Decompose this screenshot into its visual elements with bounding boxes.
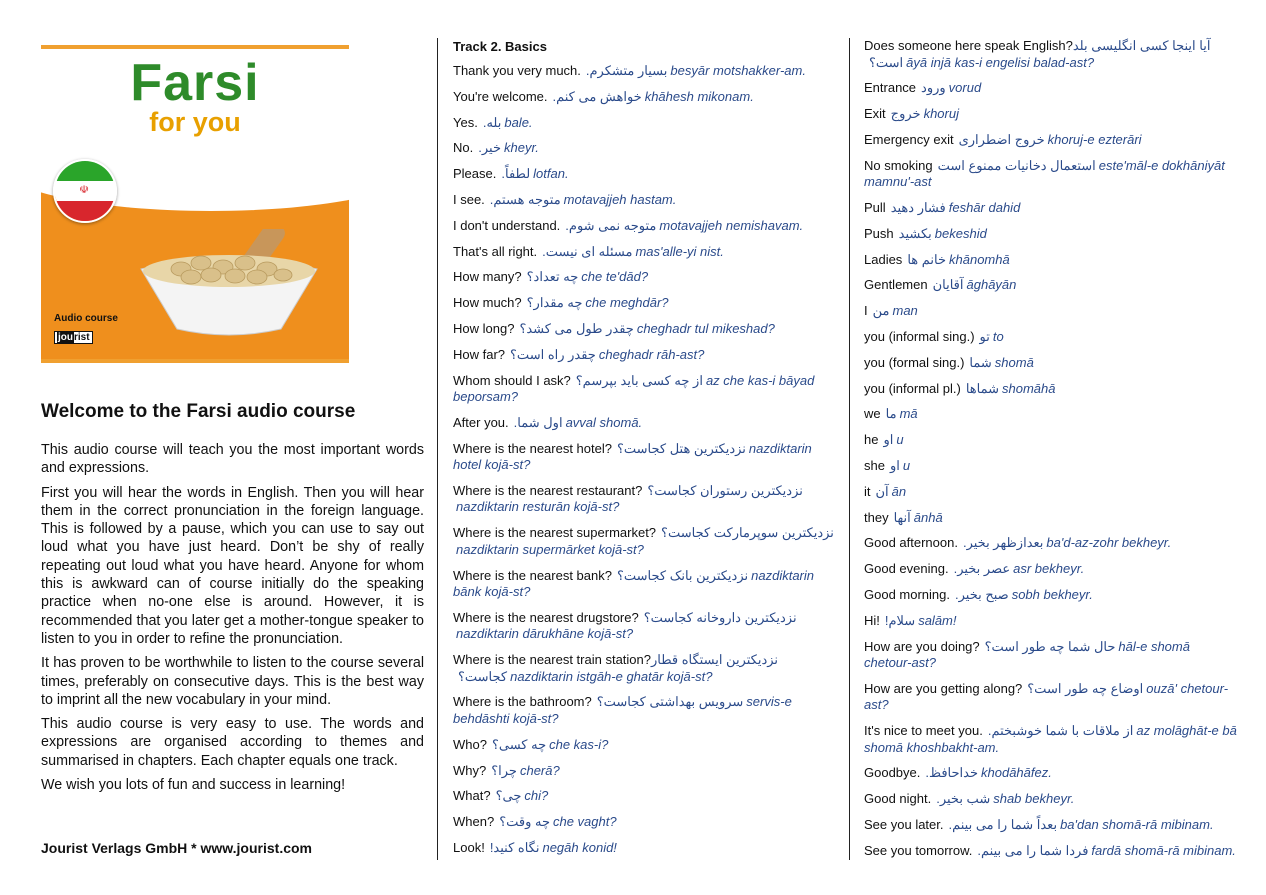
phrase-transliteration: che kas-i? <box>549 736 609 752</box>
phrase-transliteration: avval shomā. <box>565 414 643 430</box>
phrase-farsi: خداحافظ. <box>925 765 979 781</box>
phrase-entry <box>864 406 1241 423</box>
phrase-transliteration: khānomhā <box>949 251 1010 267</box>
phrase-entry <box>453 63 835 80</box>
phrase-english: How are you getting along? <box>864 680 1023 696</box>
phrase-transliteration: vorud <box>948 80 982 96</box>
phrase-transliteration: motavajjeh hastam. <box>563 191 677 207</box>
phrase-entry <box>864 80 1241 97</box>
phrase-farsi: من <box>872 303 890 319</box>
phrase-transliteration: shomā <box>994 354 1034 370</box>
phrase-farsi: چه وقت؟ <box>499 814 550 830</box>
phrase-entry <box>864 561 1241 578</box>
phrase-transliteration: cherā? <box>519 762 560 778</box>
phrase-farsi: از ملاقات با شما خوشبختم. <box>987 723 1134 739</box>
phrase-farsi: سلام! <box>884 612 916 628</box>
phrase-entry <box>453 192 835 209</box>
phrase-english: Look! <box>453 839 485 855</box>
phrase-entry <box>453 115 835 132</box>
phrase-english: Good evening. <box>864 561 949 577</box>
phrase-entry <box>453 244 835 261</box>
intro-paragraph: We wish you lots of fun and success in learning! <box>41 777 346 794</box>
phrase-entry <box>864 132 1241 149</box>
pistachio-bowl-icon <box>131 229 327 339</box>
phrase-entry <box>453 763 835 780</box>
phrase-farsi: بعدازظهر بخیر. <box>962 535 1044 551</box>
phrase-english: Pull <box>864 199 886 215</box>
phrase-farsi: تو <box>979 328 990 344</box>
intro-paragraph: This audio course is very easy to use. The words and expressions are organised according to themes and summarised in chapters. Each chapter equals one track. <box>41 716 424 769</box>
phrase-transliteration: cheghadr tul mikeshad? <box>636 320 775 336</box>
phrase-english: What? <box>453 788 491 804</box>
phrase-transliteration: khoruj-e ezterāri <box>1047 131 1142 147</box>
iran-flag-icon: ☫ <box>53 159 117 223</box>
phrase-transliteration: servis-e behdāshti kojā-st? <box>453 694 792 726</box>
phrase-entry <box>864 613 1241 630</box>
phrase-farsi: آن <box>875 483 889 499</box>
phrase-entry <box>864 723 1241 756</box>
phrase-english: Where is the bathroom? <box>453 694 592 710</box>
phrase-english: See you later. <box>864 817 944 833</box>
phrase-english: Emergency exit <box>864 131 954 147</box>
phrase-transliteration: chi? <box>524 788 549 804</box>
phrase-farsi: چقدر طول می کشد؟ <box>519 320 634 336</box>
phrase-transliteration: che meghdār? <box>585 295 669 311</box>
phrase-transliteration: kheyr. <box>503 140 539 156</box>
phrase-transliteration: ba'd-az-zohr bekheyr. <box>1046 535 1172 551</box>
phrase-entry <box>453 166 835 183</box>
phrase-english: Entrance <box>864 80 917 96</box>
phrase-transliteration: besyār motshakker-am. <box>670 63 806 78</box>
phrase-english: Exit <box>864 106 886 122</box>
phrase-english: Why? <box>453 762 487 778</box>
phrase-entry <box>864 791 1241 808</box>
phrase-entry <box>864 252 1241 269</box>
phrase-transliteration: nazdiktarin resturān kojā-st? <box>456 499 620 515</box>
phrase-transliteration: che vaght? <box>552 814 617 830</box>
phrase-english: Who? <box>453 736 487 752</box>
intro-paragraph: This audio course will teach you the most important words and expressions. <box>41 442 424 477</box>
phrase-transliteration: az che kas-i bāyad beporsam? <box>453 372 815 405</box>
phrase-transliteration: man <box>892 303 918 319</box>
jourist-logo: jourist <box>54 331 93 344</box>
phrase-transliteration: ānhā <box>913 509 943 525</box>
phrase-entry <box>864 681 1241 714</box>
phrase-english: After you. <box>453 414 509 430</box>
intro-paragraph: First you will hear the words in English. Then you will hear them in the correct pronunciation in the foreign language. This is followed by a pause, which you can use to say out loud what you have just heard. Don’t be shy of really repeating out loud what you have heard. Anyone for whom this is awkward can of course initially do the speaking practice when no-one else is around. However, it is recommended that you later get a mother-tongue speaker to listen to you in order to refine the pronunciation. <box>41 484 424 647</box>
phrase-transliteration: bekeshid <box>934 225 987 241</box>
phrase-entry <box>864 381 1241 398</box>
phrase-english: Where is the nearest train station? <box>453 652 651 668</box>
phrase-english: you (informal pl.) <box>864 380 961 396</box>
phrase-farsi: فردا شما را می بینم. <box>977 842 1089 858</box>
phrase-entry <box>453 652 835 685</box>
phrase-farsi: صبح بخیر. <box>955 586 1009 602</box>
phrase-entry <box>864 355 1241 372</box>
phrase-transliteration: shomāhā <box>1002 380 1056 396</box>
phrase-transliteration: nazdiktarin bānk kojā-st? <box>453 567 815 600</box>
phrase-english: It's nice to meet you. <box>864 723 983 739</box>
phrase-farsi: از چه کسی باید بپرسم؟ <box>575 372 703 388</box>
phrase-list <box>453 63 835 856</box>
phrase-farsi: خروج اضطراری <box>958 131 1045 147</box>
phrase-entry <box>453 814 835 831</box>
course-cover-image <box>41 45 349 363</box>
phrase-entry <box>453 347 835 364</box>
phrase-english: That's all right. <box>453 243 538 259</box>
phrase-farsi: نزدیکترین رستوران کجاست؟ <box>647 482 803 498</box>
phrase-farsi: خروج <box>890 106 921 122</box>
phrase-farsi: ما <box>885 406 897 422</box>
phrase-english: Good afternoon. <box>864 535 958 551</box>
phrase-entry <box>864 765 1241 782</box>
phrase-english: See you tomorrow. <box>864 842 973 858</box>
phrase-list <box>864 38 1241 859</box>
phrase-farsi: نگاه کنید! <box>489 839 540 855</box>
phrase-english: You're welcome. <box>453 88 548 104</box>
phrase-transliteration: nazdiktarin supermārket kojā-st? <box>456 541 644 557</box>
phrase-farsi: بعداً شما را می بینم. <box>948 817 1058 833</box>
phrase-english: How long? <box>453 320 515 336</box>
intro-column <box>41 38 424 800</box>
phrase-english: Where is the nearest restaurant? <box>453 482 643 498</box>
phrases-column-3 <box>849 38 1241 860</box>
phrase-farsi: خیر. <box>478 140 501 156</box>
phrase-english: I don't understand. <box>453 217 561 233</box>
phrase-entry <box>453 321 835 338</box>
phrase-farsi: استعمال دخانیات ممنوع است <box>937 157 1096 173</box>
phrase-english: How many? <box>453 269 522 285</box>
phrase-entry <box>453 694 835 727</box>
phrase-farsi: چه تعداد؟ <box>526 269 579 285</box>
phrase-transliteration: ba'dan shomā-rā mibinam. <box>1060 817 1214 833</box>
phrase-english: Thank you very much. <box>453 63 581 78</box>
cover-subtitle: for you <box>149 107 241 137</box>
phrase-entry <box>864 432 1241 449</box>
phrase-farsi: اول شما. <box>513 414 563 430</box>
intro-heading: Welcome to the Farsi audio course <box>41 401 356 422</box>
phrase-transliteration: bale. <box>504 114 533 130</box>
phrase-entry <box>453 415 835 432</box>
phrase-entry <box>864 535 1241 552</box>
phrase-entry <box>453 269 835 286</box>
phrase-english: he <box>864 432 879 448</box>
phrase-transliteration: lotfan. <box>533 166 569 182</box>
phrase-farsi: شماها <box>965 380 999 396</box>
phrase-english: you (formal sing.) <box>864 354 965 370</box>
phrase-farsi: خواهش می کنم. <box>552 88 642 104</box>
phrase-transliteration: u <box>896 432 904 448</box>
phrase-transliteration: feshār dahid <box>948 199 1021 215</box>
phrase-entry <box>864 158 1241 191</box>
phrase-english: we <box>864 406 881 422</box>
phrase-english: When? <box>453 814 495 830</box>
phrase-english: No smoking <box>864 157 933 173</box>
cover-audio-label: Audio course <box>54 313 118 324</box>
phrase-english: Whom should I ask? <box>453 372 571 388</box>
phrase-english: Yes. <box>453 114 478 130</box>
phrase-transliteration: u <box>902 457 911 473</box>
phrase-entry <box>864 277 1241 294</box>
phrase-farsi: بله. <box>482 114 502 130</box>
phrase-entry <box>453 525 835 558</box>
phrase-farsi: خانم ها <box>907 251 947 267</box>
phrase-entry <box>453 295 835 312</box>
phrase-entry <box>453 788 835 805</box>
phrase-english: I <box>864 303 868 319</box>
phrase-transliteration: az molāghāt-e bā shomā khoshbakht-am. <box>864 723 1237 755</box>
phrase-transliteration: motavajjeh nemishavam. <box>659 217 804 233</box>
phrase-farsi: ورود <box>921 80 946 96</box>
phrase-entry <box>453 218 835 235</box>
phrase-farsi: مسئله ای نیست. <box>542 243 633 259</box>
phrase-entry <box>453 840 835 857</box>
phrase-english: How far? <box>453 346 506 362</box>
phrase-transliteration: fardā shomā-rā mibinam. <box>1091 842 1236 858</box>
phrase-english: it <box>864 483 871 499</box>
phrase-farsi: چرا؟ <box>491 762 517 778</box>
phrase-farsi: متوجه نمی شوم. <box>565 217 657 233</box>
phrase-farsi: آقایان <box>932 277 964 293</box>
phrase-entry <box>453 483 835 516</box>
phrase-transliteration: che te'dād? <box>581 269 649 285</box>
phrase-entry <box>453 373 835 406</box>
phrase-transliteration: negāh konid! <box>542 839 617 855</box>
phrase-english: Ladies <box>864 251 903 267</box>
phrase-farsi: او <box>889 457 900 473</box>
phrase-entry <box>864 303 1241 320</box>
phrase-entry <box>864 106 1241 123</box>
phrases-column-2 <box>437 38 835 860</box>
phrase-farsi: عصر بخیر. <box>953 561 1011 577</box>
phrase-transliteration: mas'alle-yi nist. <box>635 243 724 259</box>
phrase-english: Where is the nearest drugstore? <box>453 609 639 625</box>
phrase-transliteration: hāl-e shomā chetour-ast? <box>864 638 1190 671</box>
phrase-farsi: بکشید <box>898 225 932 241</box>
phrase-english: Push <box>864 225 894 241</box>
phrase-english: Where is the nearest supermarket? <box>453 525 657 541</box>
phrase-entry <box>864 226 1241 243</box>
phrase-transliteration: khoruj <box>923 106 959 122</box>
phrase-transliteration: sobh bekheyr. <box>1011 586 1093 602</box>
phrase-farsi: آنها <box>893 509 911 525</box>
phrase-english: Good night. <box>864 791 932 807</box>
phrase-english: Please. <box>453 166 497 182</box>
phrase-transliteration: nazdiktarin hotel kojā-st? <box>453 440 812 473</box>
phrase-entry <box>864 817 1241 834</box>
phrase-entry <box>864 458 1241 475</box>
phrase-entry <box>864 843 1241 860</box>
phrase-entry <box>453 737 835 754</box>
intro-paragraph: It has proven to be worthwhile to listen to the course several times, preferably on consecutive days. This is the best way to imprint all the new vocabulary in your mind. <box>41 655 424 708</box>
phrase-farsi: نزدیکترین هتل کجاست؟ <box>616 440 746 456</box>
phrase-farsi: او <box>883 432 894 448</box>
phrase-english: How much? <box>453 295 522 311</box>
phrase-transliteration: shab bekheyr. <box>993 791 1075 807</box>
phrase-entry <box>864 329 1241 346</box>
phrase-farsi: چقدر راه است؟ <box>510 346 596 362</box>
phrase-english: I see. <box>453 191 485 207</box>
phrase-entry <box>453 441 835 474</box>
phrase-transliteration: khodāhāfez. <box>981 765 1052 781</box>
phrase-entry <box>453 89 835 106</box>
phrase-english: How are you doing? <box>864 638 980 654</box>
phrase-transliteration: asr bekheyr. <box>1013 561 1085 577</box>
phrase-transliteration: este'māl-e dokhāniyāt mamnu'-ast <box>864 157 1225 190</box>
phrase-farsi: متوجه هستم. <box>489 191 561 207</box>
phrase-transliteration: nazdiktarin dārukhāne kojā-st? <box>456 626 634 642</box>
phrase-farsi: نزدیکترین سوپرمارکت کجاست؟ <box>661 525 834 541</box>
phrase-english: you (informal sing.) <box>864 328 975 344</box>
phrase-entry <box>864 38 1241 71</box>
phrase-english: Where is the nearest bank? <box>453 567 612 583</box>
phrase-farsi: نزدیکترین داروخانه کجاست؟ <box>643 609 797 625</box>
phrase-farsi: حال شما چه طور است؟ <box>984 638 1116 654</box>
phrase-english: Goodbye. <box>864 765 921 781</box>
phrase-english: Good morning. <box>864 586 950 602</box>
phrase-transliteration: khāhesh mikonam. <box>644 88 754 104</box>
cover-title: Farsi <box>130 54 260 112</box>
phrase-farsi: شب بخیر. <box>936 791 991 807</box>
publisher-footer: Jourist Verlags GmbH * www.jourist.com <box>41 840 312 856</box>
phrase-farsi: اوضاع چه طور است؟ <box>1027 680 1144 696</box>
phrase-transliteration: āyā injā kas-i engelisi balad-ast? <box>906 54 1095 70</box>
phrase-farsi: چه مقدار؟ <box>526 295 583 311</box>
phrase-entry <box>864 510 1241 527</box>
phrase-entry <box>864 587 1241 604</box>
phrase-transliteration: to <box>992 328 1004 344</box>
phrase-farsi: سرویس بهداشتی کجاست؟ <box>596 694 744 710</box>
phrase-farsi: نزدیکترین ایستگاه قطار کجاست؟ <box>458 652 779 684</box>
phrase-transliteration: salām! <box>918 612 957 628</box>
phrase-english: Where is the nearest hotel? <box>453 440 612 456</box>
phrase-transliteration: cheghadr rāh-ast? <box>598 346 705 362</box>
phrase-transliteration: nazdiktarin istgāh-e ghatār kojā-st? <box>510 668 713 684</box>
phrase-english: they <box>864 509 889 525</box>
phrase-english: Does someone here speak English? <box>864 38 1073 53</box>
phrase-transliteration: mā <box>899 406 918 422</box>
phrase-farsi: فشار دهید <box>890 199 946 215</box>
phrase-english: Hi! <box>864 612 880 628</box>
phrase-transliteration: ān <box>891 483 907 499</box>
phrase-farsi: چی؟ <box>495 788 522 804</box>
phrase-farsi: بسیار متشکرم. <box>585 63 668 78</box>
phrase-entry <box>864 484 1241 501</box>
phrase-entry <box>453 610 835 643</box>
phrase-farsi: نزدیکترین بانک کجاست؟ <box>616 567 749 583</box>
phrase-entry <box>453 140 835 157</box>
phrase-english: No. <box>453 140 474 156</box>
phrase-farsi: چه کسی؟ <box>491 736 547 752</box>
phrase-english: Gentlemen <box>864 277 928 293</box>
phrase-entry <box>864 200 1241 217</box>
phrase-entry <box>453 568 835 601</box>
phrase-farsi: لطفاً. <box>501 166 531 182</box>
track-title: Track 2. Basics <box>453 39 547 54</box>
phrase-entry <box>864 639 1241 672</box>
phrase-transliteration: ouzā' chetour-ast? <box>864 680 1229 713</box>
phrase-farsi: شما <box>969 354 992 370</box>
phrase-farsi: آیا اینجا کسی انگلیسی بلد است؟ <box>869 38 1211 70</box>
phrase-english: she <box>864 457 885 473</box>
phrase-transliteration: āghāyān <box>966 277 1017 293</box>
